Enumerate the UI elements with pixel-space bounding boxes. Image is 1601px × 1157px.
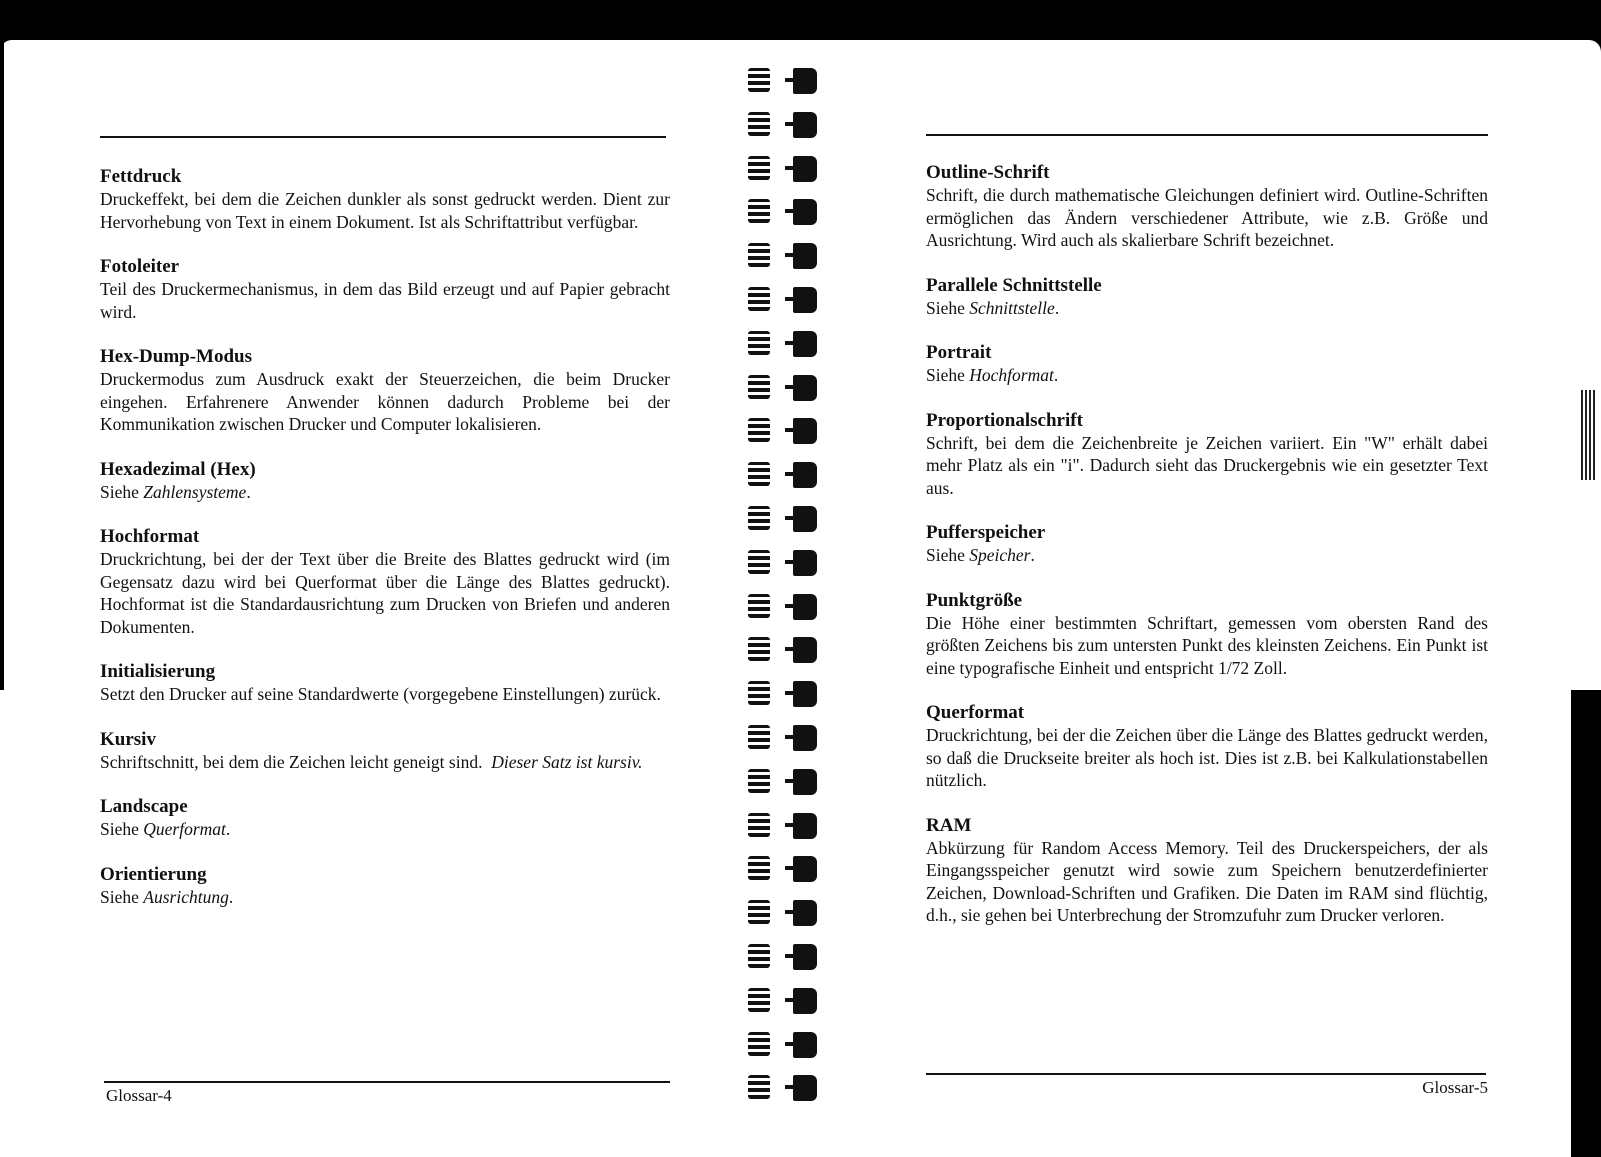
coil-left — [748, 900, 770, 924]
glossary-definition — [100, 818, 670, 841]
coil-right — [793, 813, 817, 839]
glossary-entry — [100, 256, 670, 323]
coil-right — [793, 988, 817, 1014]
glossary-definition — [926, 364, 1488, 387]
glossary-entry — [100, 459, 670, 504]
spiral-binding — [748, 66, 838, 1146]
coil-right — [793, 287, 817, 313]
scan-left-edge — [0, 40, 4, 690]
coil-left — [748, 550, 770, 574]
see-prefix: Siehe — [100, 886, 144, 907]
left-footer-rule — [104, 1081, 670, 1083]
coil-left — [748, 1075, 770, 1099]
see-suffix: . — [1030, 545, 1035, 565]
see-prefix: Siehe — [926, 365, 970, 385]
coil-left — [748, 375, 770, 399]
glossary-term: RAM — [926, 814, 972, 836]
coil-left — [748, 988, 770, 1012]
cross-reference: Hochformat — [969, 365, 1054, 385]
coil-left — [748, 769, 770, 793]
coil-left — [748, 725, 770, 749]
glossary-entry — [100, 796, 670, 841]
coil-right — [793, 944, 817, 970]
coil-left — [748, 287, 770, 311]
spiral-coil — [748, 942, 838, 972]
coil-left — [748, 637, 770, 661]
coil-left — [748, 1032, 770, 1056]
glossary-definition: Teil des Druckermechanismus, in dem das Bild erzeugt und auf Papier gebracht wird. — [100, 279, 670, 322]
spiral-coil — [748, 767, 838, 797]
glossary-definition: Druckeffekt, bei dem die Zeichen dunkler als sonst gedruckt werden. Dient zur Hervorhebung von Text in einem Dokument. Ist als Schriftattribut verfügbar. — [100, 189, 670, 232]
coil-right — [793, 199, 817, 225]
cross-reference: Schnittstelle — [969, 297, 1055, 318]
right-footer-rule — [926, 1073, 1486, 1075]
glossary-term: Punktgröße — [926, 589, 1023, 611]
glossary-term: Fettdruck — [100, 166, 182, 187]
glossary-entry — [926, 342, 1488, 387]
spiral-coil — [748, 679, 838, 709]
coil-right — [793, 856, 817, 882]
scan-right-edge — [1571, 690, 1601, 1157]
glossary-entry — [100, 864, 670, 909]
glossary-definition — [100, 481, 670, 504]
spiral-coil — [748, 285, 838, 315]
glossary-entry — [926, 410, 1488, 500]
right-page — [926, 0, 1488, 1157]
cross-reference: Speicher — [969, 545, 1031, 565]
spiral-coil — [748, 635, 838, 665]
spiral-coil — [748, 154, 838, 184]
glossary-term: Kursiv — [100, 728, 156, 750]
see-prefix: Siehe — [100, 481, 144, 502]
spiral-coil — [748, 241, 838, 271]
glossary-term: Outline-Schrift — [926, 162, 1050, 183]
coil-left — [748, 243, 770, 267]
glossary-definition: Schrift, die durch mathematische Gleichungen definiert wird. Outline-Schriften ermöglichen das Ändern verschiedener Attribute, wie z.B. Größe und Ausrichtung. Wird auch als skalierbare Schrift bezeichnet. — [926, 185, 1488, 250]
glossary-entry — [926, 815, 1488, 927]
glossary-definition: Die Höhe einer bestimmten Schriftart, gemessen vom obersten Rand des größten Zeichens bis zum untersten Punkt des kleinsten Zeichens. Ein Punkt ist eine typografische Einheit und entspricht 1/72 Zoll. — [926, 612, 1488, 678]
glossary-definition: Setzt den Drucker auf seine Standardwerte (vorgegebene Einstellungen) zurück. — [100, 684, 661, 704]
spiral-coil — [748, 460, 838, 490]
glossary-term: Portrait — [926, 342, 992, 363]
see-prefix: Siehe — [926, 297, 970, 318]
glossary-entry — [926, 162, 1488, 252]
spiral-coil — [748, 1030, 838, 1060]
glossary-entry — [926, 275, 1488, 320]
coil-left — [748, 112, 770, 136]
spiral-coil — [748, 723, 838, 753]
left-glossary — [100, 166, 670, 931]
spiral-coil — [748, 373, 838, 403]
glossary-term: Landscape — [100, 796, 188, 817]
glossary-definition: Druckermodus zum Ausdruck exakt der Steuerzeichen, die beim Drucker eingehen. Erfahrenere Anwender können dadurch Probleme bei der Kommunikation zwischen Drucker und Computer lokalisieren. — [100, 369, 670, 434]
see-suffix: . — [225, 819, 231, 839]
coil-left — [748, 331, 770, 355]
glossary-term: Orientierung — [100, 863, 207, 885]
spiral-coil — [748, 504, 838, 534]
spiral-coil — [748, 416, 838, 446]
definition-text: Schriftschnitt, bei dem die Zeichen leicht geneigt sind. — [100, 751, 483, 772]
glossary-entry — [926, 522, 1488, 567]
see-suffix: . — [1054, 297, 1060, 318]
right-header-rule — [926, 134, 1488, 136]
coil-left — [748, 813, 770, 837]
glossary-term: Hexadezimal (Hex) — [100, 458, 256, 480]
glossary-definition — [100, 751, 670, 774]
coil-left — [748, 856, 770, 880]
coil-right — [793, 769, 817, 795]
cross-reference: Querformat — [143, 819, 226, 839]
coil-right — [793, 462, 817, 488]
glossary-definition — [926, 297, 1488, 320]
italic-example: Dieser Satz ist kursiv. — [491, 751, 643, 772]
glossary-entry — [100, 526, 670, 638]
coil-right — [793, 156, 817, 182]
glossary-term: Hex-Dump-Modus — [100, 346, 253, 367]
glossary-entry — [926, 702, 1488, 792]
spiral-coil — [748, 329, 838, 359]
coil-right — [793, 243, 817, 269]
see-suffix: . — [1053, 365, 1059, 385]
glossary-term: Hochformat — [100, 526, 200, 547]
glossary-entry — [100, 166, 670, 233]
spiral-coil — [748, 898, 838, 928]
glossary-definition: Schrift, bei dem die Zeichenbreite je Zeichen variiert. Ein "W" erhält dabei mehr Platz als ein "i". Dadurch sieht das Druckergebnis wie ein gesetzter Text aus. — [926, 432, 1488, 498]
spiral-coil — [748, 1073, 838, 1103]
coil-right — [793, 681, 817, 707]
coil-right — [793, 112, 817, 138]
glossary-entry — [926, 590, 1488, 680]
glossary-term: Proportionalschrift — [926, 409, 1083, 431]
spiral-coil — [748, 592, 838, 622]
coil-right — [793, 418, 817, 444]
glossary-definition: Abkürzung für Random Access Memory. Teil des Druckerspeichers, der als Eingangsspeicher genutzt wird sowie zum Speichern benutzerdefinierter Zeichen, Download-Schriften und Grafiken. Die Daten im RAM sind flüchtig, d.h., sie gehen bei Unterbrechung der Stromzufuhr zum Drucker verloren. — [926, 837, 1488, 925]
coil-right — [793, 637, 817, 663]
glossary-term: Initialisierung — [100, 661, 216, 682]
coil-left — [748, 156, 770, 180]
page-number: Glossar-5 — [1422, 1078, 1488, 1097]
see-suffix: . — [246, 481, 251, 502]
coil-left — [748, 462, 770, 486]
cross-reference: Zahlensysteme — [143, 481, 247, 502]
coil-right — [793, 375, 817, 401]
left-header-rule — [100, 136, 666, 138]
spiral-coil — [748, 986, 838, 1016]
right-glossary — [926, 162, 1488, 950]
glossary-entry — [100, 346, 670, 436]
coil-right — [793, 1075, 817, 1101]
glossary-entry — [100, 661, 670, 706]
coil-left — [748, 506, 770, 530]
page-number: Glossar-4 — [106, 1086, 172, 1105]
see-prefix: Siehe — [100, 819, 144, 839]
spiral-coil — [748, 66, 838, 96]
spiral-coil — [748, 197, 838, 227]
coil-right — [793, 594, 817, 620]
cross-reference: Ausrichtung — [143, 886, 229, 907]
spiral-coil — [748, 811, 838, 841]
coil-right — [793, 506, 817, 532]
glossary-term: Fotoleiter — [100, 256, 180, 277]
glossary-definition — [100, 886, 670, 909]
glossary-definition: Druckrichtung, bei der der Text über die Breite des Blattes gedruckt wird (im Gegensatz dazu wird bei Querformat über die Länge des Blattes gedruckt). Hochformat ist die Standardausrichtung zum Drucken von Briefen und anderen Dokumenten. — [100, 549, 670, 637]
glossary-definition: Druckrichtung, bei der die Zeichen über die Länge des Blattes gedruckt werden, so daß die Druckseite breiter als hoch ist. Dies ist z.B. bei Kalkulationstabellen nützlich. — [926, 725, 1488, 790]
coil-right — [793, 900, 817, 926]
spiral-coil — [748, 854, 838, 884]
coil-left — [748, 944, 770, 968]
coil-right — [793, 550, 817, 576]
coil-right — [793, 68, 817, 94]
coil-left — [748, 68, 770, 92]
coil-right — [793, 331, 817, 357]
coil-right — [793, 1032, 817, 1058]
glossary-term: Querformat — [926, 702, 1025, 723]
coil-left — [748, 681, 770, 705]
coil-right — [793, 725, 817, 751]
left-page — [100, 0, 670, 1157]
see-prefix: Siehe — [926, 545, 970, 565]
spiral-coil — [748, 110, 838, 140]
glossary-term: Pufferspeicher — [926, 522, 1046, 543]
glossary-definition — [926, 544, 1488, 567]
scan-edge-marks — [1581, 390, 1597, 480]
see-suffix: . — [228, 886, 234, 907]
glossary-term: Parallele Schnittstelle — [926, 274, 1102, 296]
spiral-coil — [748, 548, 838, 578]
coil-left — [748, 594, 770, 618]
coil-left — [748, 418, 770, 442]
glossary-entry — [100, 729, 670, 774]
coil-left — [748, 199, 770, 223]
